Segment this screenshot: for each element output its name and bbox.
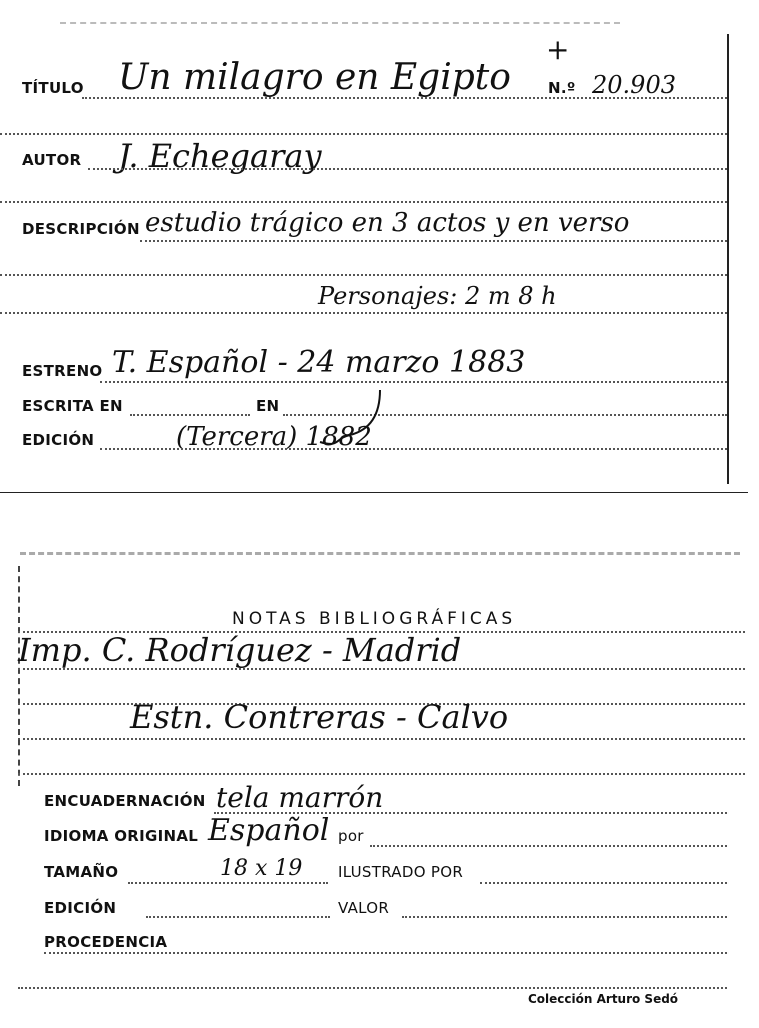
- card-top-right-border: [727, 34, 729, 484]
- blank-line: [0, 274, 727, 276]
- idioma-label: IDIOMA ORIGINAL: [44, 827, 199, 845]
- card-top-edge: [60, 22, 620, 24]
- procedencia-label: PROCEDENCIA: [44, 933, 168, 951]
- en-label: EN: [256, 397, 280, 415]
- encuadernacion-label: ENCUADERNACIÓN: [44, 792, 206, 810]
- encuadernacion-value: tela marrón: [216, 781, 384, 814]
- blank-line: [18, 987, 727, 989]
- collection-footer: Colección Arturo Sedó: [528, 992, 679, 1006]
- autor-line: [88, 168, 727, 170]
- titulo-cross-mark: +: [546, 33, 570, 66]
- estreno-label: ESTRENO: [22, 362, 103, 380]
- numero-label: N.º: [548, 79, 576, 97]
- edicion-bottom-label: EDICIÓN: [44, 899, 117, 917]
- edicion-value: (Tercera) 1882: [176, 422, 372, 452]
- ilustrado-line: [480, 882, 727, 884]
- tamano-value: 18 x 19: [220, 856, 303, 881]
- blank-line: [0, 201, 727, 203]
- ilustrado-label: ILUSTRADO POR: [338, 863, 464, 881]
- valor-line: [402, 916, 727, 918]
- personajes-value: Personajes: 2 m 8 h: [318, 282, 557, 310]
- escrita-line: [130, 414, 250, 416]
- escrita-en-label: ESCRITA EN: [22, 397, 123, 415]
- numero-value: 20.903: [592, 71, 676, 99]
- note-line-2: Estn. Contreras - Calvo: [130, 698, 509, 736]
- notes-line: [18, 738, 745, 740]
- blank-line: [0, 133, 727, 135]
- card-bottom-edge: [20, 552, 740, 555]
- edicion-bottom-line: [146, 916, 330, 918]
- autor-value: J. Echegaray: [118, 137, 322, 175]
- valor-label: VALOR: [338, 899, 390, 917]
- estreno-line: [100, 381, 727, 383]
- estreno-value: T. Español - 24 marzo 1883: [112, 345, 526, 380]
- notes-line: [18, 773, 745, 775]
- card-top-bottom-border: [0, 492, 748, 493]
- idioma-line: [370, 845, 727, 847]
- descripcion-line: [140, 240, 727, 242]
- autor-label: AUTOR: [22, 151, 82, 169]
- edicion-line: [100, 448, 727, 450]
- procedencia-line: [44, 952, 727, 954]
- idioma-value: Español: [208, 813, 330, 848]
- tamano-label: TAMAÑO: [44, 863, 119, 881]
- titulo-label: TÍTULO: [22, 79, 84, 97]
- titulo-line: [82, 97, 727, 99]
- card-bottom-left-border: [18, 566, 20, 786]
- por-label: por: [338, 827, 364, 845]
- descripcion-value: estudio trágico en 3 actos y en verso: [145, 208, 630, 238]
- note-line-1: Imp. C. Rodríguez - Madrid: [18, 631, 462, 669]
- notes-line: [18, 668, 745, 670]
- personajes-line: [0, 312, 727, 314]
- edicion-label: EDICIÓN: [22, 431, 95, 449]
- tamano-line: [128, 882, 328, 884]
- notas-heading: NOTAS BIBLIOGRÁFICAS: [232, 609, 517, 629]
- descripcion-label: DESCRIPCIÓN: [22, 220, 140, 238]
- titulo-value: Un milagro en Egipto: [118, 57, 511, 98]
